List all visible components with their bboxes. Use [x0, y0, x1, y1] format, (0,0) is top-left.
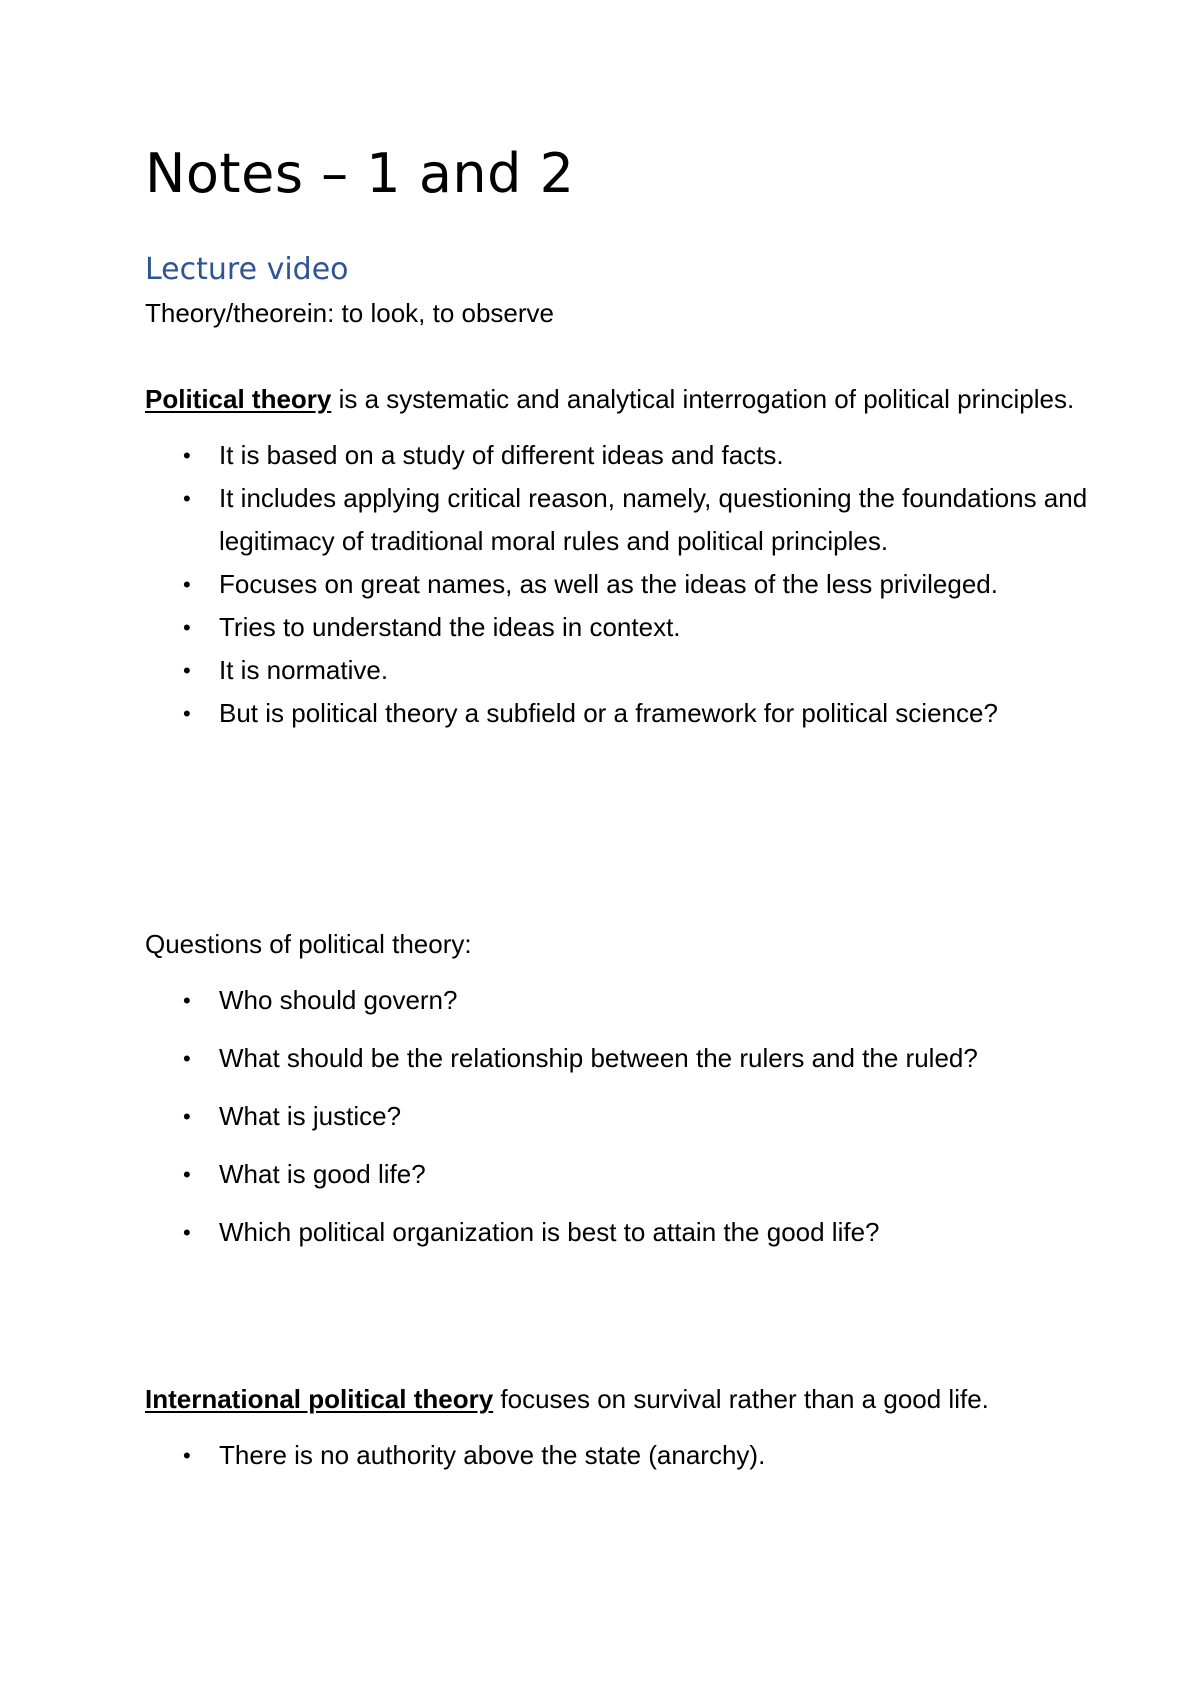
list-item [145, 979, 1090, 1022]
lecture-section [145, 250, 1090, 335]
list-item [145, 1153, 1090, 1196]
list-item-text: It includes applying critical reason, namely, questioning the foundations and legitimacy of traditional moral rules and political principles. [219, 483, 1088, 556]
list-item-text: It is based on a study of different ideas and facts. [219, 440, 784, 470]
page-title: Notes – 1 and 2 [145, 142, 575, 205]
list-item-text: What should be the relationship between the rulers and the ruled? [219, 1043, 978, 1073]
list-item-text: It is normative. [219, 655, 389, 685]
definition-line: Theory/theorein: to look, to observe [145, 298, 555, 328]
bullet-icon: • [183, 443, 191, 468]
international-theory-definition: focuses on survival rather than a good life. [493, 1384, 989, 1414]
political-theory-block [145, 378, 1090, 735]
list-item-text: Focuses on great names, as well as the ideas of the less privileged. [219, 569, 998, 599]
bullet-icon: • [183, 658, 191, 683]
political-theory-paragraph [145, 378, 1090, 421]
list-item-text: Who should govern? [219, 985, 458, 1015]
list-item-text: Tries to understand the ideas in context. [219, 612, 681, 642]
bullet-icon: • [183, 572, 191, 597]
questions-block [145, 923, 1090, 1254]
list-item-text: What is good life? [219, 1159, 426, 1189]
questions-list [145, 979, 1090, 1254]
international-list [145, 1434, 1090, 1477]
international-block [145, 1378, 1090, 1477]
bullet-icon: • [183, 486, 191, 511]
bullet-icon: • [183, 615, 191, 640]
section-heading: Lecture video [145, 252, 349, 287]
list-item [145, 477, 1090, 563]
bullet-icon: • [183, 1162, 191, 1187]
bullet-icon: • [183, 1220, 191, 1245]
list-item [145, 692, 1090, 735]
questions-intro: Questions of political theory: [145, 929, 472, 959]
list-item [145, 434, 1090, 477]
list-item [145, 1434, 1090, 1477]
international-paragraph [145, 1378, 1090, 1421]
list-item [145, 606, 1090, 649]
list-item [145, 1095, 1090, 1138]
list-item [145, 563, 1090, 606]
list-item-text: There is no authority above the state (anarchy). [219, 1440, 766, 1470]
list-item-text: But is political theory a subfield or a framework for political science? [219, 698, 998, 728]
bullet-icon: • [183, 1443, 191, 1468]
political-theory-list [145, 434, 1090, 735]
list-item [145, 649, 1090, 692]
political-theory-term: Political theory [145, 384, 332, 414]
bullet-icon: • [183, 1046, 191, 1071]
bullet-icon: • [183, 988, 191, 1013]
list-item [145, 1211, 1090, 1254]
list-item [145, 1037, 1090, 1080]
bullet-icon: • [183, 701, 191, 726]
bullet-icon: • [183, 1104, 191, 1129]
international-theory-term: International political theory [145, 1384, 494, 1414]
political-theory-definition: is a systematic and analytical interrogation of political principles. [331, 384, 1075, 414]
list-item-text: Which political organization is best to attain the good life? [219, 1217, 880, 1247]
list-item-text: What is justice? [219, 1101, 402, 1131]
